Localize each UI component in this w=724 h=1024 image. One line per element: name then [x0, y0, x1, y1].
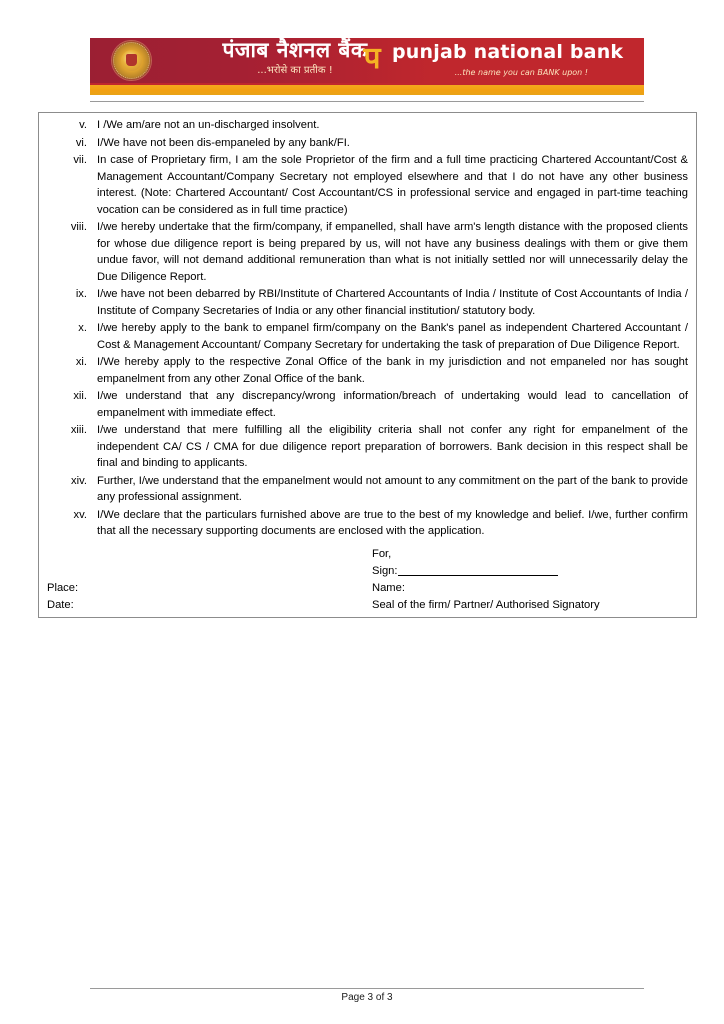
- signature-row-date-seal: [45, 597, 688, 614]
- hindi-bank-name: पंजाब नैशनल बैंक: [222, 38, 368, 62]
- english-tagline: ...the name you can BANK upon !: [454, 68, 588, 77]
- sign-field-wrap: [372, 563, 688, 580]
- clause-body: I/We declare that the particulars furnished above are true to the best of my knowledge and belief. I/we, further confirm that all the necessary supporting documents are enclosed with the application.: [97, 508, 688, 537]
- clause-body: Further, I/we understand that the empanelment would not amount to any commitment on the part of the bank to provide any professional assignment.: [97, 474, 688, 503]
- banner-gold-bar: [90, 85, 644, 95]
- seal-label: Seal of the firm/ Partner/ Authorised Signatory: [372, 598, 600, 611]
- place-label: Place:: [47, 581, 79, 594]
- clause-number: x.: [78, 322, 87, 334]
- parivartan-emblem-icon: [112, 41, 151, 80]
- emblem-ring: [113, 42, 150, 79]
- banner-body: [90, 38, 644, 83]
- clause-row: [45, 507, 688, 540]
- clause-body: I/we understand that any discrepancy/wrong information/breach of undertaking would lead to cancellation of empanelment with immediate effect.: [97, 390, 688, 419]
- pnb-logo-mark-icon: प: [363, 41, 381, 76]
- clause-number: xii.: [73, 390, 87, 402]
- clause-number: xiv.: [71, 474, 87, 487]
- clause-number: ix.: [75, 288, 87, 300]
- clause-row: [45, 354, 688, 387]
- clause-body: I/We have not been dis-empaneled by any bank/FI.: [97, 136, 350, 149]
- clause-body: I/we hereby apply to the bank to empanel firm/company on the Bank's panel as independent Chartered Accountant / Cost & Management Accountant/ Company Secretary for undertaking the task of preparation of Due Diligence Report.: [97, 322, 688, 351]
- signature-spacer: [45, 546, 372, 563]
- clause-row: [45, 152, 688, 218]
- clause-body: I/we have not been debarred by RBI/Institute of Chartered Accountants of India / Institute of Cost Accountants of India / Institute of Company Secretaries of India or any other financial institution/ statutory body.: [97, 288, 688, 317]
- clause-row: [45, 320, 688, 353]
- signature-row-place-name: [45, 580, 688, 597]
- clause-body: I/we hereby undertake that the firm/company, if empanelled, shall have arm's length distance with the proposed clients for whose due diligence report is being prepared by us, will not have any business dealings with them or give them undue favor, will not demand additional remuneration than what is not initially settled nor will unnecessarily delay the Due Diligence Report.: [97, 221, 688, 283]
- footer-separator-rule: [90, 988, 644, 989]
- clause-row: [45, 473, 688, 506]
- clause-number: xv.: [73, 508, 87, 521]
- page-number: Page 3 of 3: [341, 992, 393, 1003]
- signature-row-sign: [45, 563, 688, 580]
- clause-number: xiii.: [70, 424, 87, 436]
- clause-row: [45, 135, 688, 152]
- name-label: Name:: [372, 581, 405, 594]
- date-label: Date:: [47, 598, 74, 611]
- signature-input-line[interactable]: [398, 563, 558, 576]
- english-bank-name: punjab national bank: [392, 41, 624, 63]
- clause-row: [45, 219, 688, 285]
- clause-row: [45, 422, 688, 472]
- clause-number: vii.: [73, 154, 87, 166]
- clause-number: viii.: [70, 221, 87, 233]
- sign-label: Sign:: [372, 564, 398, 577]
- clause-number: v.: [79, 119, 87, 131]
- clause-row: [45, 286, 688, 319]
- clause-number: xi.: [75, 356, 87, 368]
- signature-block: [45, 546, 688, 614]
- hindi-tagline: ...भरोसे का प्रतीक !: [257, 65, 333, 76]
- signature-row-for: [45, 546, 688, 563]
- clause-number: vi.: [75, 136, 87, 149]
- clause-row: [45, 117, 688, 134]
- clause-body: I /We am/are not an un-discharged insolvent.: [97, 119, 320, 131]
- for-label: For,: [372, 547, 392, 560]
- clause-body: I/we understand that mere fulfilling all the eligibility criteria shall not confer any right for empanelment of the independent CA/ CS / CMA for due diligence report preparation of borrowers. Bank decision in this respect shall be final and binding to applicants.: [97, 424, 688, 469]
- header-separator-rule: [90, 101, 644, 102]
- clause-body: I/We hereby apply to the respective Zonal Office of the bank in my jurisdiction and not empaneled nor has sought empanelment from any other Zonal Office of the bank.: [97, 356, 688, 385]
- clause-row: [45, 388, 688, 421]
- english-bank-name-lockup: [392, 41, 624, 77]
- undertaking-clause-table: [38, 112, 697, 618]
- bank-header-banner: [90, 38, 644, 95]
- clause-body: In case of Proprietary firm, I am the sole Proprietor of the firm and a full time practicing Chartered Accountant/Cost & Management Accountant/Company Secretary not employed elsewhere and that I do not have any other business interest. (Note: Chartered Accountant/ Cost Accountant/CS in professional service and engaged in part-time teaching vocation can be considered as in full time practice): [97, 154, 688, 216]
- signature-spacer: [45, 563, 372, 580]
